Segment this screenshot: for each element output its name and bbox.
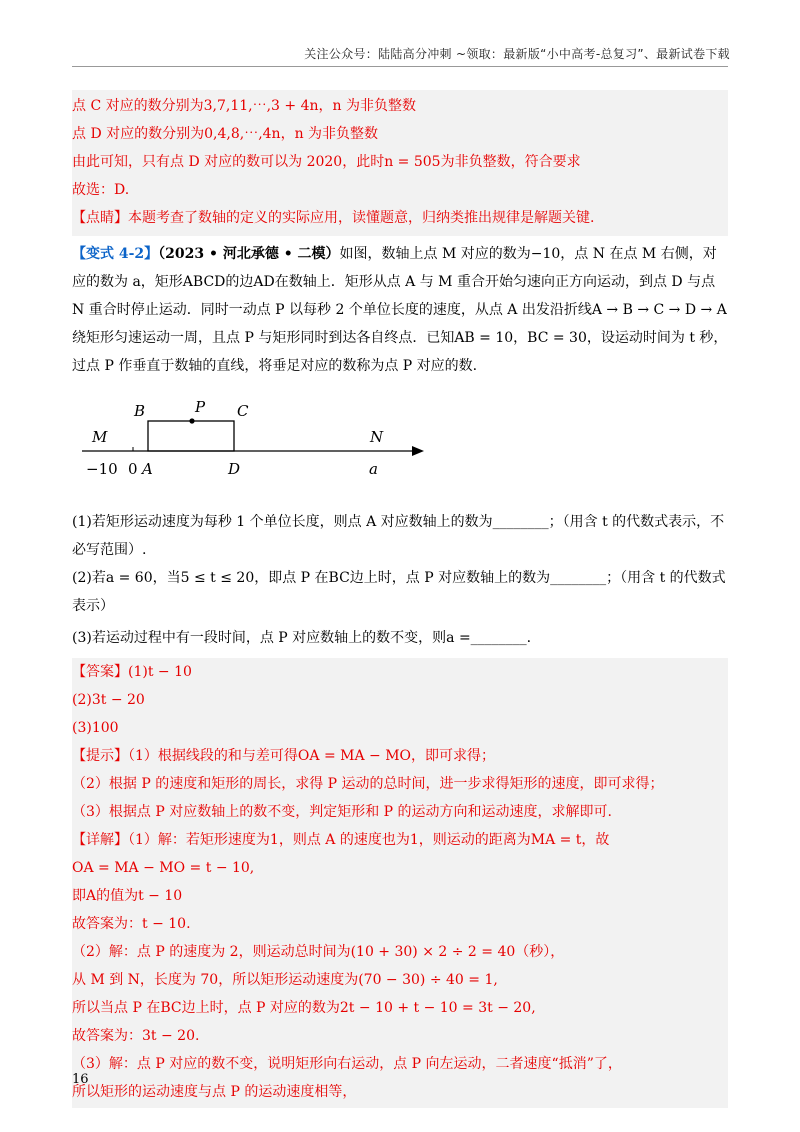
- page-content: [72, 90, 728, 1108]
- solution-line-d: 点 D 对应的数分别为0,4,8,⋯,4n，n 为非负整数: [72, 126, 379, 142]
- problem-statement: [72, 240, 728, 380]
- solution-line-c: 点 C 对应的数分别为3,7,11,⋯,3 + 4n，n 为非负整数: [72, 98, 416, 114]
- axis-arrow-icon: [412, 446, 424, 456]
- detail-4: 故答案为：t − 10.: [72, 916, 191, 932]
- label-a-point: A: [142, 460, 153, 478]
- point-p-dot: [189, 418, 194, 423]
- label-n: N: [370, 428, 384, 446]
- label-b: B: [134, 402, 146, 420]
- page-number: 16: [72, 1072, 89, 1087]
- label-zero: 0: [128, 460, 138, 478]
- question-3: (3)若运动过程中有一段时间，点 P 对应数轴上的数不变，则a =________.: [72, 630, 532, 646]
- detail-tag: 【详解】: [72, 832, 128, 848]
- note-tag: 【点睛】: [72, 210, 128, 226]
- rectangle-abcd: [148, 421, 234, 451]
- detail-8: 故答案为：3t − 20.: [72, 1028, 200, 1044]
- previous-solution-block: [72, 90, 728, 236]
- note-text: 本题考查了数轴的定义的实际应用，读懂题意，归纳类推出规律是解题关键.: [128, 210, 595, 226]
- problem-text: 如图，数轴上点 M 对应的数为−10，点 N 在点 M 右侧，对应的数为 a，矩形ABCD的边AD在数轴上．矩形从点 A 与 M 重合开始匀速向正方向运动，到点 D 与点 N 重合时停止运动．同时一动点 P 以每秒 2 个单位长度的速度，从点 A 出发沿折线A → B → C → D → A绕矩形匀速运动一周，且点 P 与矩形同时到达各自终点．已知AB = 10，BC = 30，设运动时间为 t 秒，过点 P 作垂直于数轴的直线，将垂足对应的数称为点 P 对应的数.: [72, 246, 728, 374]
- label-a-value: a: [369, 460, 378, 478]
- solution-line-choice: 故选：D.: [72, 182, 130, 198]
- page-header: 关注公众号：陆陆高分冲刺 ~领取：最新版“小中高考-总复习”、最新试卷下载: [304, 47, 730, 61]
- note-line: [72, 204, 728, 232]
- detail-2: OA = MA − MO = t − 10,: [72, 860, 255, 876]
- detail-7: 所以当点 P 在BC边上时，点 P 对应的数为2t − 10 + t − 10 = 3t − 20,: [72, 1000, 536, 1016]
- question-1: (1)若矩形运动速度为每秒 1 个单位长度，则点 A 对应数轴上的数为________；（用含 t 的代数式表示，不必写范围）.: [72, 514, 725, 558]
- problem-tag: 【变式 4-2】: [72, 246, 159, 262]
- hint-line-1: [72, 742, 728, 770]
- header-divider: [72, 66, 728, 67]
- label-m: M: [92, 428, 108, 446]
- hint-2: （2）根据 P 的速度和矩形的周长，求得 P 运动的总时间，进一步求得矩形的速度，即可求得；: [72, 776, 664, 792]
- answer-1: (1)t − 10: [128, 664, 192, 680]
- number-line-svg: [82, 394, 442, 494]
- answer-tag: 【答案】: [72, 664, 128, 680]
- detail-9: （3）解：点 P 对应的数不变，说明矩形向右运动，点 P 向左运动，二者速度“抵消”了，: [72, 1056, 622, 1072]
- detail-6: 从 M 到 N，长度为 70，所以矩形运动速度为(70 − 30) ÷ 40 = 1,: [72, 972, 498, 988]
- label-d: D: [228, 460, 241, 478]
- detail-1: （1）解：若矩形速度为1，则点 A 的速度也为1，则运动的距离为MA = t，故: [128, 832, 610, 848]
- answer-3: (3)100: [72, 720, 119, 736]
- solution-line-conclusion: 由此可知，只有点 D 对应的数可以为 2020，此时n = 505为非负整数，符合要求: [72, 154, 581, 170]
- question-2: (2)若a = 60，当5 ≤ t ≤ 20，即点 P 在BC边上时，点 P 对应数轴上的数为________；（用含 t 的代数式表示）: [72, 570, 726, 614]
- hint-1: （1）根据线段的和与差可得OA = MA − MO，即可求得；: [128, 748, 496, 764]
- answer-section: [72, 658, 728, 1108]
- number-line-figure: [72, 394, 728, 504]
- label-p: P: [195, 398, 206, 416]
- detail-10: 所以矩形的运动速度与点 P 的运动速度相等，: [72, 1084, 357, 1100]
- detail-5: （2）解：点 P 的速度为 2，则运动总时间为(10 + 30) × 2 ÷ 2 = 40（秒），: [72, 944, 565, 960]
- label-c: C: [237, 402, 249, 420]
- label-minus-10: −10: [86, 460, 118, 478]
- hint-tag: 【提示】: [72, 748, 128, 764]
- detail-line-1: [72, 826, 728, 854]
- answer-2: (2)3t − 20: [72, 692, 145, 708]
- answer-line-1: [72, 658, 728, 686]
- hint-3: （3）根据点 P 对应数轴上的数不变，判定矩形和 P 的运动方向和运动速度，求解即可.: [72, 804, 612, 820]
- problem-source: （2023 • 河北承德 • 二模）: [158, 246, 340, 262]
- detail-3: 即A的值为t − 10: [72, 888, 183, 904]
